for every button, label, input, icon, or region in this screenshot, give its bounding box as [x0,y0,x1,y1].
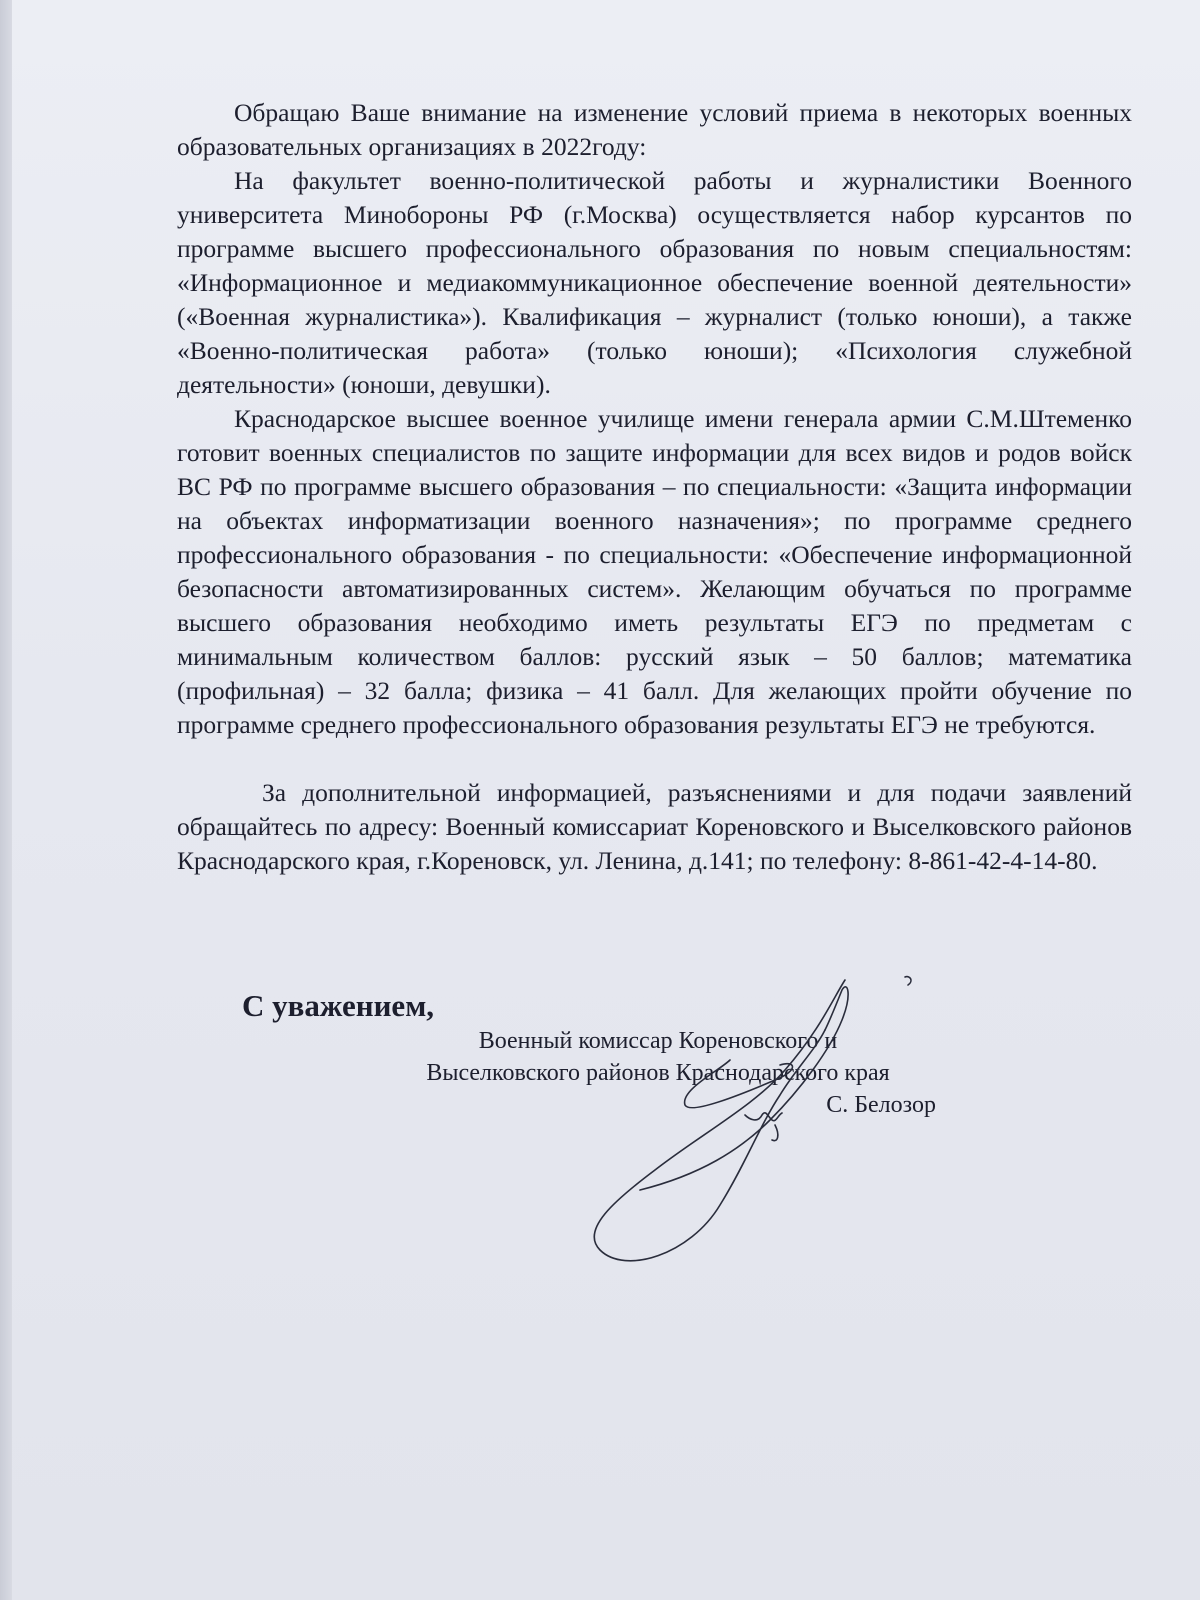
paragraph-contacts: За дополнительной информацией, разъяснениями и для подачи заявлений обращайтесь по адресу: Военный комиссариат Кореновского и Выселковского районов Краснодарского края, г.Кореновск, ул. Ленина, д.141; по телефону: 8-861-42-4-14-80. [177,778,1132,875]
paragraph-intro: Обращаю Ваше внимание на изменение условий приема в некоторых военных образовательных организациях в 2022году: [177,98,1132,161]
paragraph-military-university: На факультет военно-политической работы и журналистики Военного университета Минобороны РФ (г.Москва) осуществляется набор курсантов по программе высшего профессионального образования по новым специальностям: «Информационное и медиакоммуникационное обеспечение военной деятельности» («Военная журналистика»). Квалификация – журналист (только юноши), а также «Военно-политическая работа» (только юноши); «Психология служебной деятельности» (юноши, девушки). [177,166,1132,399]
closing-salutation: С уважением, [242,988,435,1023]
paper-edge [0,0,12,1600]
letter-body [177,96,1132,878]
signatory-name: С. Белозор [826,1092,936,1118]
signatory-title-line1: Военный комиссар Кореновского и [478,1028,838,1054]
handwritten-signature-icon [580,975,960,1275]
signatory-title-line2: Выселковского районов Краснодарского края [426,1060,890,1086]
paragraph-krasnodar-school: Краснодарское высшее военное училище имени генерала армии С.М.Штеменко готовит военных специалистов по защите информации для всех видов и родов войск ВС РФ по программе высшего образования – по специальности: «Защита информации на объектах информатизации военного назначения»; по программе среднего профессионального образования - по специальности: «Обеспечение информационной безопасности автоматизированных систем». Желающим обучаться по программе высшего образования необходимо иметь результаты ЕГЭ по предметам с минимальным количеством баллов: русский язык – 50 баллов; математика (профильная) – 32 балла; физика – 41 балл. Для желающих пройти обучение по программе среднего профессионального образования результаты ЕГЭ не требуются. [177,404,1132,739]
